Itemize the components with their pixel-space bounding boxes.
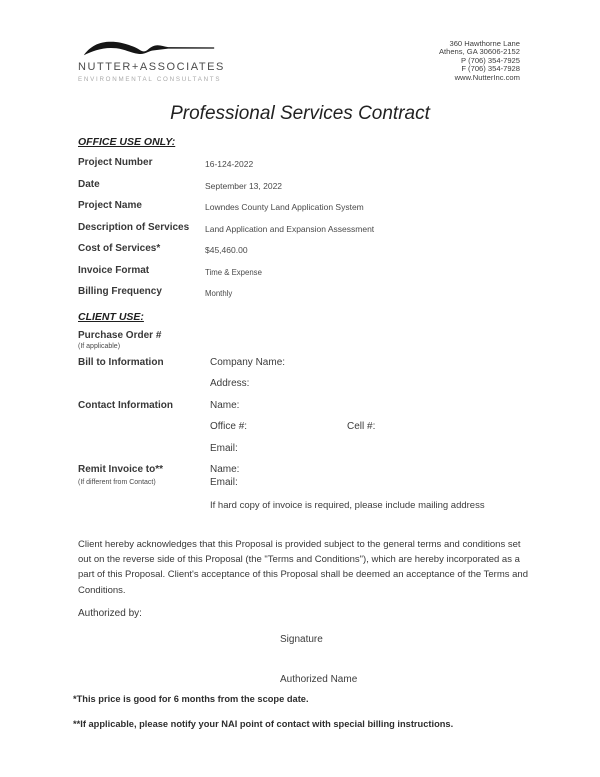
office-number-field: Office #:	[210, 421, 248, 432]
field-value: September 13, 2022	[205, 180, 283, 191]
address-field: Address:	[210, 378, 250, 389]
form-row-invoice-format	[78, 265, 525, 287]
company-logo	[78, 37, 225, 83]
form-row-project-name	[78, 200, 525, 222]
address-line: F (706) 354-7928	[461, 64, 520, 74]
signature-label: Signature	[280, 633, 323, 645]
field-label: Cost of Services*	[78, 243, 161, 254]
logo-tagline: ENVIRONMENTAL CONSULTANTS	[78, 75, 222, 83]
address-line: P (706) 354-7925	[461, 55, 520, 65]
field-label: Project Number	[78, 157, 153, 168]
contact-name-field: Name:	[210, 399, 240, 411]
cell-number-field: Cell #:	[347, 421, 376, 432]
field-label: Purchase Order #	[78, 329, 162, 341]
field-sublabel: (If applicable)	[78, 342, 121, 350]
office-use-heading: OFFICE USE ONLY:	[78, 136, 176, 148]
logo-wave-icon	[78, 37, 220, 60]
phone-fields	[210, 421, 375, 443]
field-label: Date	[78, 178, 100, 190]
form-row-billing-frequency	[78, 286, 525, 308]
purchase-order-block	[78, 330, 525, 351]
document-title: Professional Services Contract	[170, 103, 430, 124]
company-name-field: Company Name:	[210, 356, 286, 368]
contract-form	[73, 136, 528, 730]
company-address-block	[439, 37, 520, 82]
field-label: Billing Frequency	[78, 286, 162, 297]
address-line: Athens, GA 30606-2152	[438, 47, 520, 57]
contact-info-block	[78, 400, 525, 465]
field-label: Project Name	[78, 200, 142, 211]
authorized-name-label: Authorized Name	[280, 673, 358, 685]
page-header	[78, 37, 520, 83]
remit-fields	[210, 464, 239, 490]
field-value: Lowndes County Land Application System	[205, 202, 364, 212]
form-row-date	[78, 179, 525, 201]
price-footnote: *This price is good for 6 months from the scope date.	[73, 693, 309, 704]
remit-invoice-block	[78, 464, 525, 490]
remit-label-col	[78, 464, 210, 487]
field-label: Invoice Format	[78, 264, 150, 276]
billing-footnote: **If applicable, please notify your NAI point of contact with special billing instructions.	[73, 718, 454, 729]
contact-fields	[210, 400, 375, 465]
field-label: Remit Invoice to**	[78, 464, 164, 475]
authorized-by-label: Authorized by:	[78, 607, 142, 619]
address-line: www.NutterInc.com	[454, 72, 520, 82]
field-label: Description of Services	[78, 221, 190, 233]
field-value: Land Application and Expansion Assessment	[205, 223, 375, 234]
field-value: Monthly	[205, 289, 233, 298]
field-label: Bill to Information	[78, 356, 164, 368]
form-row-project-number	[78, 157, 525, 179]
bill-to-block	[78, 357, 525, 400]
remit-email-field: Email:	[210, 477, 238, 488]
field-value: Time & Expense	[205, 267, 262, 277]
address-line: 360 Hawthorne Lane	[449, 39, 520, 48]
form-row-cost	[78, 243, 525, 265]
acknowledgement-paragraph: Client hereby acknowledges that this Proposal is provided subject to the general terms and conditions set out on the reverse side of this Proposal (the "Terms and Conditions"), which are hereby incorporated as a part of this Proposal. Client's acceptance of this Proposal shall be deemed an acceptance of the Terms and Conditions.	[78, 539, 528, 596]
client-use-heading: CLIENT USE:	[78, 310, 144, 323]
field-value: $45,460.00	[205, 245, 248, 255]
field-sublabel: (If different from Contact)	[78, 479, 156, 486]
form-row-description	[78, 222, 525, 244]
logo-company-name: NUTTER+ASSOCIATES	[78, 61, 225, 73]
field-value: 16-124-2022	[205, 159, 254, 169]
bill-to-fields	[210, 357, 285, 400]
field-label: Contact Information	[78, 399, 173, 411]
hard-copy-note: If hard copy of invoice is required, please include mailing address	[210, 500, 485, 511]
contact-email-field: Email:	[210, 442, 238, 454]
remit-name-field: Name:	[210, 464, 240, 475]
